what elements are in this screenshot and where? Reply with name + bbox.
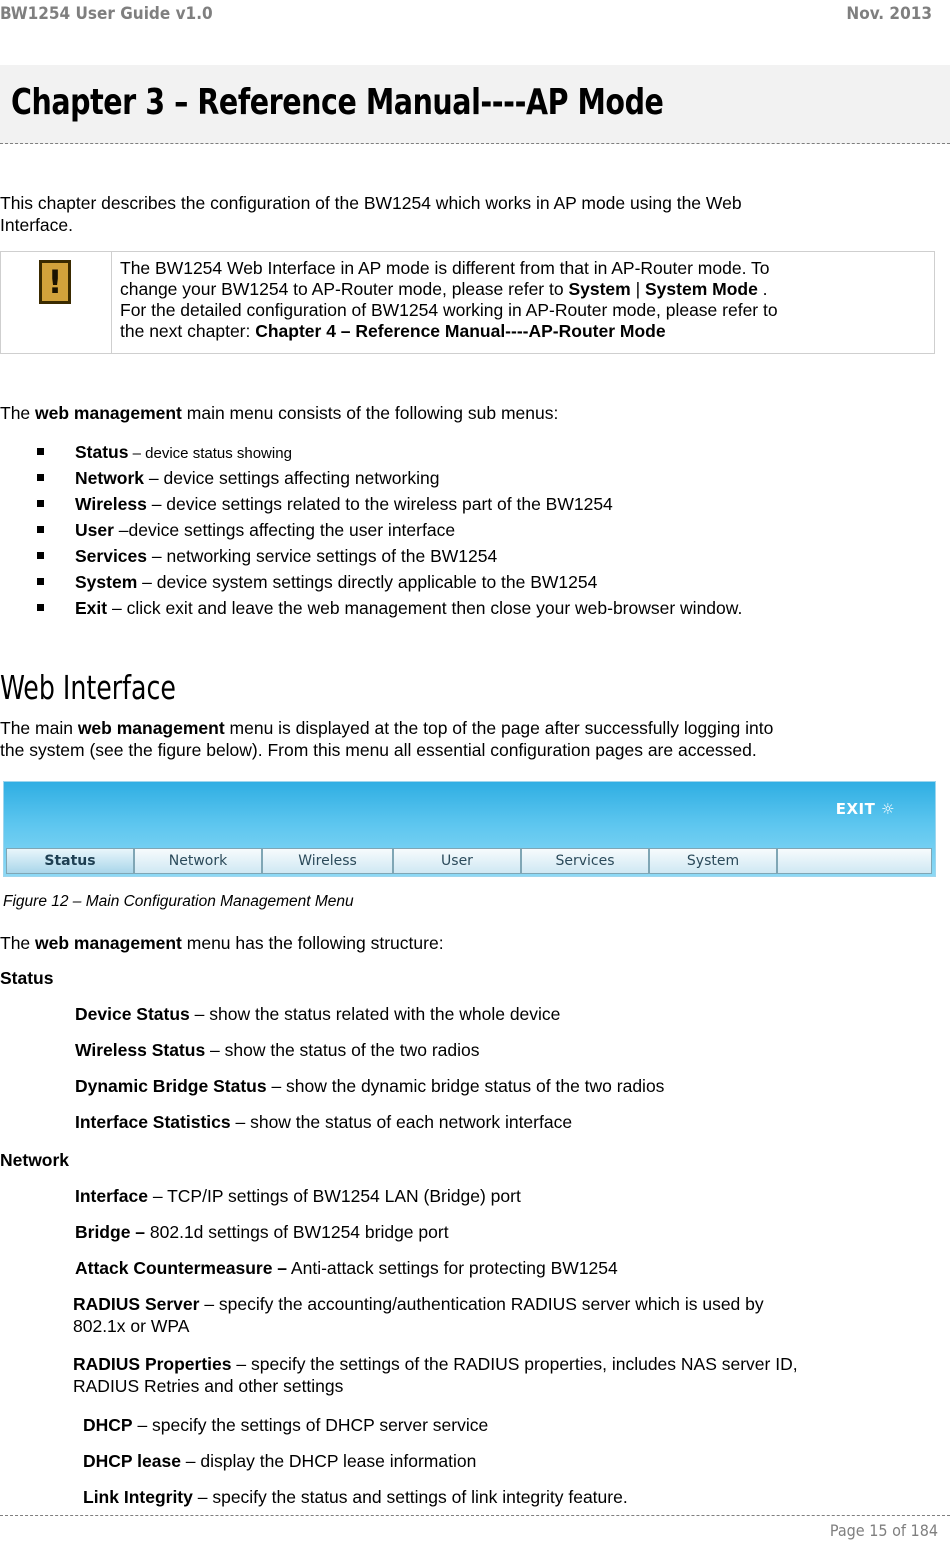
structure-row: [75, 1186, 521, 1207]
row-desc: – show the status of each network interface: [230, 1112, 573, 1132]
tab-empty: [777, 848, 932, 874]
main-menu-figure: [3, 781, 936, 877]
list-item: [0, 491, 950, 517]
row-name: Dynamic Bridge Status: [75, 1076, 267, 1096]
warning-icon: !: [39, 260, 71, 304]
tab-system[interactable]: System: [649, 848, 777, 874]
status-heading: [0, 968, 53, 989]
row-desc: – specify the settings of DHCP server service: [132, 1415, 489, 1435]
menu-intro-b: web management: [35, 403, 182, 423]
list-item: [0, 543, 950, 569]
chapter-title: Chapter 3 – Reference Manual----AP Mode: [11, 82, 664, 123]
structure-row: [75, 1076, 664, 1097]
row-desc: 802.1d settings of BW1254 bridge port: [145, 1222, 449, 1242]
list-item-desc: – device settings related to the wireless part of the BW1254: [146, 494, 613, 514]
structure-intro: [0, 933, 444, 954]
tab-services[interactable]: Services: [521, 848, 649, 874]
note-line-3: For the detailed configuration of BW1254 working in AP-Router mode, please refer to: [120, 300, 778, 320]
list-item: [0, 569, 950, 595]
row-name: Wireless Status: [75, 1040, 206, 1060]
menu-intro: [0, 403, 558, 424]
list-item-name: Services: [75, 546, 148, 566]
doc-header-title: BW1254 User Guide v1.0: [0, 4, 213, 24]
note-line-1: The BW1254 Web Interface in AP mode is different from that in AP-Router mode. To: [120, 258, 770, 278]
list-item-desc: – networking service settings of the BW1254: [147, 546, 498, 566]
structure-row: [75, 1222, 449, 1243]
note-divider: [111, 251, 112, 354]
list-item-name: User: [75, 520, 114, 540]
tab-network[interactable]: Network: [134, 848, 262, 874]
list-item-desc: – click exit and leave the web management then close your web-browser window.: [107, 598, 743, 618]
structure-row-cont: RADIUS Retries and other settings: [73, 1376, 344, 1396]
menu-intro-c: main menu consists of the following sub menus:: [181, 403, 559, 423]
structure-row: [75, 1004, 560, 1025]
structure-row: [75, 1040, 480, 1061]
list-item-desc: – device settings affecting networking: [144, 468, 440, 488]
list-item-desc: – device status showing: [128, 445, 292, 462]
figure-caption: Figure 12 – Main Configuration Management Menu: [3, 893, 354, 910]
network-heading-text: Network: [0, 1150, 70, 1170]
row-name: Interface Statistics: [75, 1112, 231, 1132]
row-name: Device Status: [75, 1004, 190, 1024]
structure-row: [83, 1451, 476, 1472]
list-item: [0, 439, 950, 465]
row-name: DHCP lease: [83, 1451, 181, 1471]
row-desc: – specify the accounting/authentication RADIUS server which is used by: [199, 1294, 764, 1314]
doc-header-date: Nov. 2013: [846, 4, 932, 24]
list-item-name: Status: [75, 442, 129, 462]
note-line-2-text: change your BW1254 to AP-Router mode, please refer to: [120, 279, 569, 299]
structure-row: [73, 1294, 764, 1315]
structure-row: [73, 1354, 798, 1375]
row-desc: – TCP/IP settings of BW1254 LAN (Bridge) port: [147, 1186, 521, 1206]
row-desc: – show the status related with the whole device: [189, 1004, 561, 1024]
menu-intro-a: The: [0, 403, 36, 423]
row-desc: Anti-attack settings for protecting BW1254: [287, 1258, 618, 1278]
main-menu-tabs: [6, 848, 932, 874]
row-desc: – show the dynamic bridge status of the two radios: [266, 1076, 665, 1096]
system-mode-ref: System Mode: [645, 279, 758, 299]
tab-user[interactable]: User: [393, 848, 521, 874]
note-line-2: [120, 279, 925, 300]
list-item: [0, 465, 950, 491]
list-item-desc: – device system settings directly applicable to the BW1254: [137, 572, 598, 592]
row-name: Attack Countermeasure –: [75, 1258, 288, 1278]
note-line-4: [120, 321, 925, 342]
web-interface-line-2: the system (see the figure below). From this menu all essential configuration pages are accessed.: [0, 740, 757, 760]
si-b: web management: [35, 933, 182, 953]
list-item-name: Network: [75, 468, 145, 488]
list-item: [0, 595, 950, 621]
note-line-4-text: the next chapter:: [120, 321, 256, 341]
structure-row: [75, 1258, 618, 1279]
row-name: DHCP: [83, 1415, 133, 1435]
si-c: menu has the following structure:: [181, 933, 444, 953]
footer-divider: [0, 1515, 950, 1516]
row-name: RADIUS Properties: [73, 1354, 232, 1374]
intro-line-2: Interface.: [0, 215, 73, 235]
row-desc: – show the status of the two radios: [205, 1040, 480, 1060]
exit-button[interactable]: EXIT ☼: [835, 800, 895, 818]
tab-status[interactable]: Status: [6, 848, 134, 874]
si-a: The: [0, 933, 36, 953]
note-sep: |: [630, 279, 645, 299]
wi-a: The main: [0, 718, 78, 738]
chapter-4-ref: Chapter 4 – Reference Manual----AP-Router Mode: [255, 321, 666, 341]
row-desc: – specify the settings of the RADIUS properties, includes NAS server ID,: [231, 1354, 798, 1374]
submenu-list: [0, 439, 950, 621]
structure-row: [83, 1415, 488, 1436]
note-line-2-end: .: [757, 279, 768, 299]
note-text: [120, 258, 925, 342]
structure-row-cont: 802.1x or WPA: [73, 1316, 190, 1336]
network-heading: [0, 1150, 69, 1171]
row-desc: – display the DHCP lease information: [180, 1451, 477, 1471]
list-item: [0, 517, 950, 543]
system-ref: System: [568, 279, 631, 299]
section-heading: Web Interface: [0, 668, 176, 707]
row-name: RADIUS Server: [73, 1294, 200, 1314]
wi-c: menu is displayed at the top of the page after successfully logging into: [224, 718, 774, 738]
row-name: Interface: [75, 1186, 148, 1206]
row-desc: – specify the status and settings of link integrity feature.: [192, 1487, 628, 1507]
list-item-desc: –device settings affecting the user interface: [113, 520, 456, 540]
wi-b: web management: [77, 718, 225, 738]
intro-line-1: This chapter describes the configuration of the BW1254 which works in AP mode using the Web: [0, 193, 742, 213]
status-heading-text: Status: [0, 968, 54, 988]
list-item-name: Exit: [75, 598, 108, 618]
web-interface-line-1: [0, 718, 773, 739]
row-name: Link Integrity: [83, 1487, 193, 1507]
structure-row: [75, 1112, 572, 1133]
row-name: Bridge –: [75, 1222, 146, 1242]
list-item-name: Wireless: [75, 494, 147, 514]
tab-wireless[interactable]: Wireless: [262, 848, 393, 874]
structure-row: [83, 1487, 628, 1508]
list-item-name: System: [75, 572, 138, 592]
page-number: Page 15 of 184: [829, 1521, 938, 1540]
